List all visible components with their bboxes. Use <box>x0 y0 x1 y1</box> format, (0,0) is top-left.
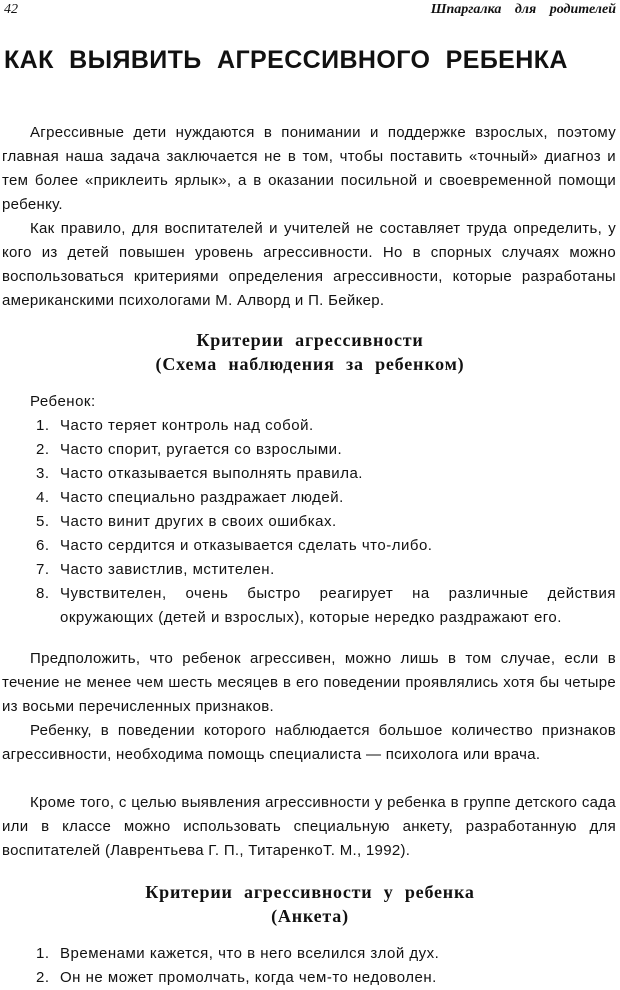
item-number: 8. <box>36 585 50 602</box>
page-number: 42 <box>4 2 18 17</box>
list-item <box>0 414 620 438</box>
section-heading-subline: (Схема наблюдения за ребенком) <box>155 354 465 374</box>
list-item <box>0 534 620 558</box>
section-heading-line: Критерии агрессивности <box>196 330 424 350</box>
item-number: 2. <box>36 441 50 458</box>
item-number: 1. <box>36 945 50 962</box>
list-intro: Ребенок: <box>30 393 96 410</box>
item-number: 1. <box>36 417 50 434</box>
item-text: Часто сердится и отказывается сделать что-либо. <box>60 537 433 554</box>
item-text: Часто спорит, ругается со взрослыми. <box>60 441 343 458</box>
item-number: 5. <box>36 513 50 530</box>
list-item <box>0 438 620 462</box>
item-number: 7. <box>36 561 50 578</box>
item-number: 2. <box>36 969 50 986</box>
section-heading-line: Критерии агрессивности у ребенка <box>145 882 475 902</box>
item-text: Часто теряет контроль над собой. <box>60 417 314 434</box>
running-header <box>4 2 616 20</box>
list-item <box>0 558 620 582</box>
intro-paragraph: Как правило, для воспитателей и учителей не составляет труда определить, у кого из детей повышен уровень агрессивности. Но в спорных случаях можно воспользоваться критериями определения агрессивности, которые разработаны американскими психологами М. Алворд и П. Бейкер. <box>2 220 616 309</box>
body-paragraph: Ребенку, в поведении которого наблюдается большое количество признаков агрессивности, необходима помощь специалиста — психолога или врача. <box>2 722 616 763</box>
body-paragraph: Предположить, что ребенок агрессивен, можно лишь в том случае, если в течение не менее чем шесть месяцев в его поведении проявлялись хотя бы четыре из восьми перечисленных признаков. <box>2 650 616 715</box>
item-text: Часто отказывается выполнять правила. <box>60 465 363 482</box>
list-item <box>0 510 620 534</box>
intro-paragraph: Агрессивные дети нуждаются в понимании и поддержке взрослых, поэтому главная наша задача заключается не в том, чтобы поставить «точный» диагноз и тем более «приклеить ярлык», а в оказании посильной и своевременной помощи ребенку. <box>2 124 616 213</box>
running-title: Шпаргалка для родителей <box>430 2 616 17</box>
item-text: Часто винит других в своих ошибках. <box>60 513 337 530</box>
list-item <box>0 582 620 630</box>
item-number: 4. <box>36 489 50 506</box>
list-item <box>0 486 620 510</box>
item-text: Он не может промолчать, когда чем-то недоволен. <box>60 969 437 986</box>
criteria-list <box>0 414 620 630</box>
item-number: 6. <box>36 537 50 554</box>
questionnaire-list <box>0 942 620 990</box>
list-item <box>0 942 620 966</box>
list-item <box>0 966 620 990</box>
section-heading-observation <box>0 328 620 376</box>
section-heading-questionnaire <box>0 880 620 928</box>
item-text: Чувствителен, очень быстро реагирует на различные действия окружающих (детей и взрослых), которые нередко раздражают его. <box>60 585 616 626</box>
item-number: 3. <box>36 465 50 482</box>
item-text: Часто завистлив, мстителен. <box>60 561 275 578</box>
chapter-title: КАК ВЫЯВИТЬ АГРЕССИВНОГО РЕБЕНКА <box>4 46 568 74</box>
body-paragraph: Кроме того, с целью выявления агрессивности у ребенка в группе детского сада или в классе можно использовать специальную анкету, разработанную для воспитателей (Лаврентьева Г. П., ТитаренкоТ. М., 1992). <box>2 794 616 859</box>
section-heading-subline: (Анкета) <box>271 906 349 926</box>
list-item <box>0 462 620 486</box>
item-text: Часто специально раздражает людей. <box>60 489 344 506</box>
item-text: Временами кажется, что в него вселился злой дух. <box>60 945 440 962</box>
